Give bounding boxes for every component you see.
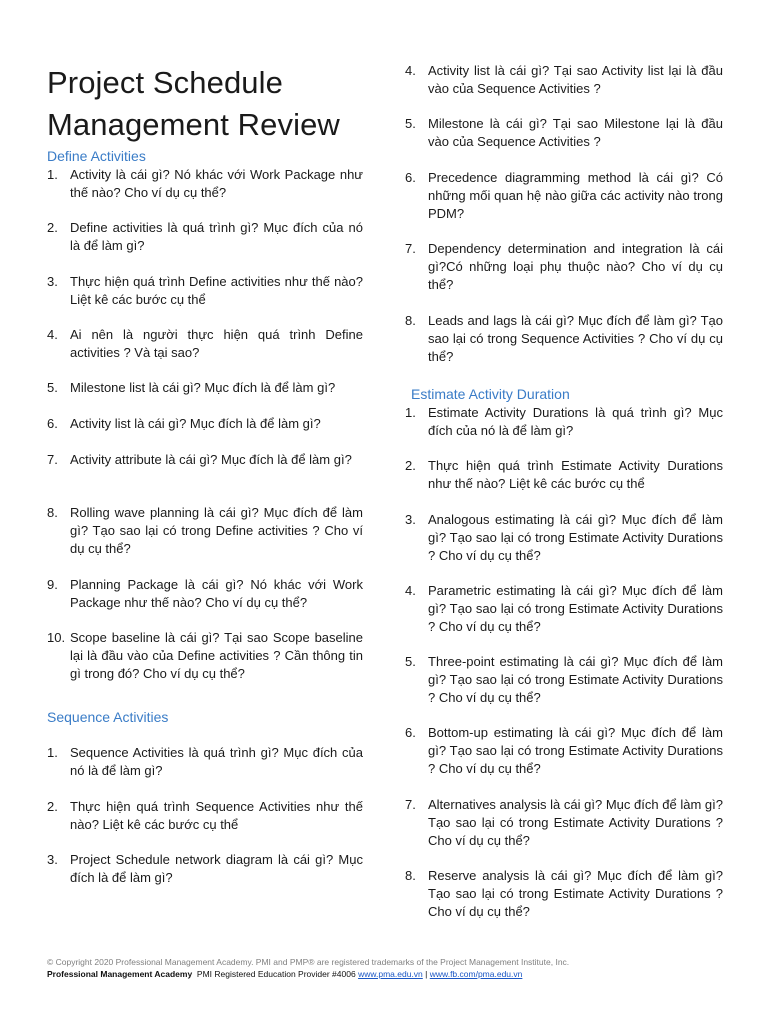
question-text: Analogous estimating là cái gì? Mục đích để làm gì? Tạo sao lại có trong Estimate Activity Durations ? Cho ví dụ cụ thể? — [428, 512, 723, 563]
question-number: 7. — [47, 452, 58, 467]
question-number: 1. — [405, 405, 416, 420]
section-heading-sequence-activities: Sequence Activities — [47, 709, 169, 725]
question-text: Define activities là quá trình gì? Mục đích của nó là để làm gì? — [70, 220, 363, 253]
question-text: Dependency determination and integration là cái gì?Có những loại phụ thuộc nào? Cho ví dụ cụ thể? — [428, 241, 723, 292]
question-text: Activity attribute là cái gì? Mục đích là để làm gì? — [70, 452, 352, 467]
question-item — [47, 798, 363, 834]
question-number: 6. — [405, 725, 416, 740]
question-number: 2. — [47, 220, 58, 235]
question-text: Bottom-up estimating là cái gì? Mục đích để làm gì? Tạo sao lại có trong Estimate Activity Durations ? Cho ví dụ cụ thể? — [428, 725, 723, 776]
question-item — [405, 115, 723, 151]
question-item — [405, 724, 723, 778]
question-number: 2. — [47, 799, 58, 814]
question-text: Alternatives analysis là cái gì? Mục đích để làm gì? Tạo sao lại có trong Estimate Activity Durations ? Cho ví dụ cụ thể? — [428, 797, 723, 848]
question-text: Reserve analysis là cái gì? Mục đích để làm gì? Tạo sao lại có trong Estimate Activity Durations ? Cho ví dụ cụ thể? — [428, 868, 723, 919]
page-title: Project Schedule Management Review — [47, 65, 340, 142]
footer-separator: | — [425, 969, 428, 979]
website-link[interactable]: www.pma.edu.vn — [358, 969, 423, 979]
question-text: Activity là cái gì? Nó khác với Work Package như thế nào? Cho ví dụ cụ thể? — [70, 167, 363, 200]
question-item — [47, 273, 363, 309]
question-number: 8. — [47, 505, 58, 520]
question-item — [47, 744, 363, 780]
footer-org: Professional Management Academy — [47, 969, 193, 979]
question-number: 5. — [47, 380, 58, 395]
question-item — [47, 851, 363, 887]
question-number: 2. — [405, 458, 416, 473]
question-item — [405, 796, 723, 850]
question-text: Ai nên là người thực hiện quá trình Define activities ? Và tại sao? — [70, 327, 363, 360]
question-text: Parametric estimating là cái gì? Mục đích để làm gì? Tạo sao lại có trong Estimate Activity Durations ? Cho ví dụ cụ thể? — [428, 583, 723, 634]
question-number: 4. — [405, 583, 416, 598]
question-number: 6. — [405, 170, 416, 185]
question-number: 4. — [405, 63, 416, 78]
question-item — [405, 457, 723, 493]
question-text: Estimate Activity Durations là quá trình gì? Mục đích của nó là để làm gì? — [428, 405, 723, 438]
section-heading-estimate-activity-duration: Estimate Activity Duration — [411, 386, 570, 402]
footer-provider: PMI Registered Education Provider #4006 — [196, 969, 356, 979]
question-number: 8. — [405, 313, 416, 328]
question-item — [405, 312, 723, 366]
question-item — [405, 62, 723, 98]
question-item — [405, 404, 723, 440]
question-text: Thực hiện quá trình Define activities như thế nào? Liệt kê các bước cụ thể — [70, 274, 363, 307]
question-number: 3. — [405, 512, 416, 527]
question-item — [47, 415, 363, 433]
question-number: 1. — [47, 167, 58, 182]
question-item — [47, 379, 363, 397]
facebook-link[interactable]: www.fb.com/pma.edu.vn — [429, 969, 523, 979]
question-item — [47, 219, 363, 255]
question-text: Thực hiện quá trình Estimate Activity Durations như thế nào? Liệt kê các bước cụ thể — [428, 458, 723, 491]
section-heading-define-activities: Define Activities — [47, 148, 146, 164]
question-number: 3. — [47, 274, 58, 289]
question-text: Leads and lags là cái gì? Mục đích để làm gì? Tạo sao lại có trong Sequence Activities ? Cho ví dụ cụ thể? — [428, 313, 723, 364]
question-item — [47, 504, 363, 558]
question-number: 1. — [47, 745, 58, 760]
question-number: 10. — [47, 630, 66, 645]
question-number: 5. — [405, 654, 416, 669]
question-text: Milestone là cái gì? Tại sao Milestone lại là đầu vào của Sequence Activities ? — [428, 116, 723, 149]
question-text: Thực hiện quá trình Sequence Activities như thế nào? Liệt kê các bước cụ thể — [70, 799, 363, 832]
question-number: 6. — [47, 416, 58, 431]
question-number: 8. — [405, 868, 416, 883]
question-text: Activity list là cái gì? Mục đích là để làm gì? — [70, 416, 321, 431]
question-item — [405, 653, 723, 707]
question-text: Three-point estimating là cái gì? Mục đích để làm gì? Tạo sao lại có trong Estimate Activity Durations ? Cho ví dụ cụ thể? — [428, 654, 723, 705]
question-item — [405, 582, 723, 636]
question-text: Project Schedule network diagram là cái gì? Mục đích là để làm gì? — [70, 852, 363, 885]
question-item — [405, 511, 723, 565]
question-number: 5. — [405, 116, 416, 131]
question-text: Rolling wave planning là cái gì? Mục đích để làm gì? Tạo sao lại có trong Define activities ? Cho ví dụ cụ thể? — [70, 505, 363, 556]
question-item — [47, 166, 363, 202]
question-text: Scope baseline là cái gì? Tại sao Scope baseline lại là đầu vào của Define activities ? Cần thông tin gì trong đó? Cho ví dụ cụ thể? — [70, 630, 363, 681]
question-item — [405, 240, 723, 294]
question-number: 4. — [47, 327, 58, 342]
question-item — [47, 326, 363, 362]
question-text: Activity list là cái gì? Tại sao Activity list lại là đầu vào của Sequence Activities ? — [428, 63, 723, 96]
question-item — [405, 867, 723, 921]
question-item — [47, 451, 363, 469]
question-text: Sequence Activities là quá trình gì? Mục đích của nó là để làm gì? — [70, 745, 363, 778]
question-text: Milestone list là cái gì? Mục đích là để làm gì? — [70, 380, 336, 395]
question-number: 7. — [405, 241, 416, 256]
question-item — [405, 169, 723, 223]
question-text: Planning Package là cái gì? Nó khác với Work Package như thế nào? Cho ví dụ cụ thể? — [70, 577, 363, 610]
question-number: 3. — [47, 852, 58, 867]
copyright-notice: © Copyright 2020 Professional Management Academy. PMI and PMP® are registered trademarks of the Project Management Institute, Inc. — [47, 957, 570, 967]
question-number: 7. — [405, 797, 416, 812]
footer-line — [47, 968, 737, 980]
question-text: Precedence diagramming method là cái gì? Có những mối quan hệ nào giữa các activity nào trong PDM? — [428, 170, 723, 221]
question-number: 9. — [47, 577, 58, 592]
question-item — [47, 629, 363, 683]
question-item — [47, 576, 363, 612]
